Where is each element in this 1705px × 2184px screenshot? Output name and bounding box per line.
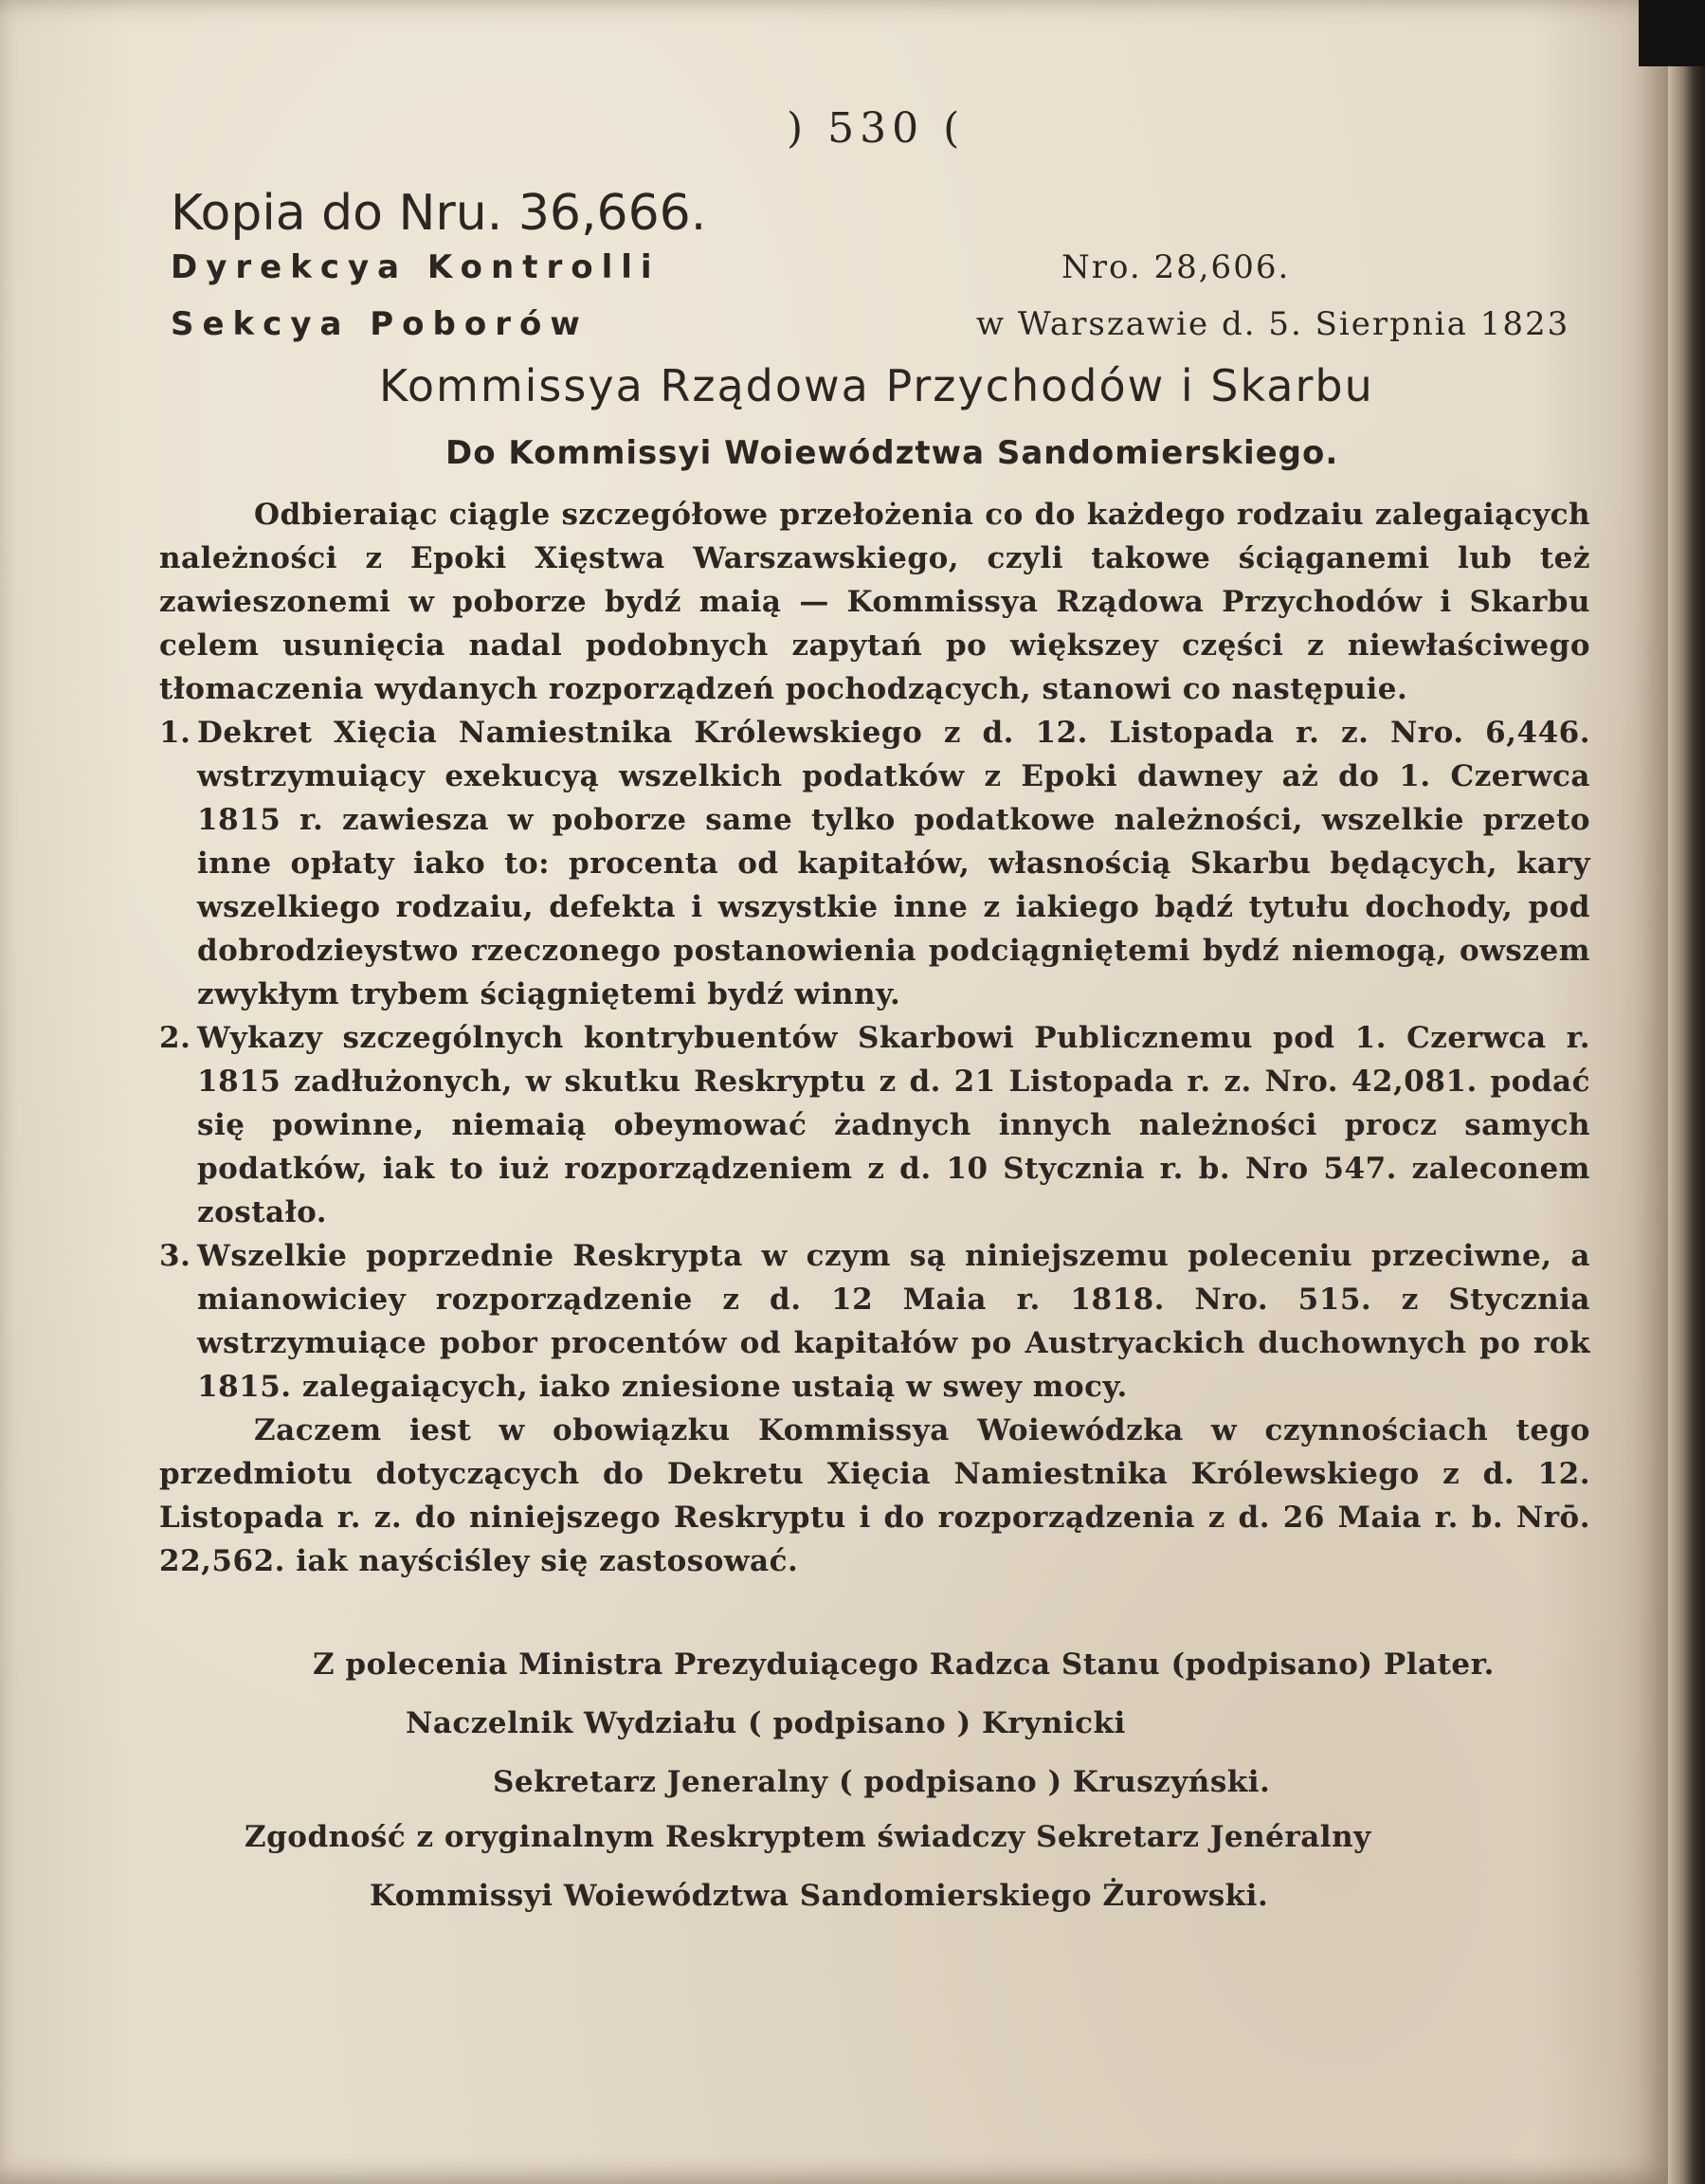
issuer-title: Kommissya Rządowa Przychodów i Skarbu [379,360,1374,411]
certification-line: Zgodność z oryginalnym Reskryptem świadczy Sekretarz Jenéralny [245,1820,1371,1854]
signature-secretary: Sekretarz Jeneralny ( podpisano ) Kruszyński. [493,1765,1271,1799]
document-body [159,493,1590,1583]
office-department: Dyrekcya Kontrolli [171,248,661,286]
list-item [159,1016,1590,1234]
item-text: Dekret Xięcia Namiestnika Królewskiego z d. 12. Listopada r. z. Nro. 6,446. wstrzymuiący exekucyą wszelkich podatków z Epoki dawney aż do 1. Czerwca 1815 r. zawiesza w poborze same tylko podatkowe należności, wszelkie przeto inne opłaty iako to: procenta od kapitałów, własnością Skarbu będących, kary wszelkiego rodzaiu, defekta i wszystkie inne z iakiego bądź tytułu dochody, pod dobrodzieystwo rzeczonego postanowienia podciągniętemi bydź niemogą, owszem zwykłym trybem ściągniętemi bydź winny. [197,716,1590,1011]
closing-paragraph: Zaczem iest w obowiązku Kommissya Woiewódzka w czynnościach tego przedmiotu dotyczących do Dekretu Xięcia Namiestnika Królewskiego z d. 12. Listopada r. z. do niniejszego Reskryptu i do rozporządzenia z d. 26 Maia r. b. Nrō. 22,562. iak nayściśley się zastosować. [159,1413,1590,1578]
addressee: Do Kommissyi Woiewództwa Sandomierskiego. [445,434,1339,472]
signature-minister: Z polecenia Ministra Prezyduiącego Radzca Stanu (podpisano) Plater. [313,1647,1495,1682]
item-number: 1. [159,716,191,750]
item-text: Wszelkie poprzednie Reskrypta w czym są niniejszemu poleceniu przeciwne, a mianowiciey rozporządzenie z d. 12 Maia r. 1818. Nro. 515. z Stycznia wstrzymuiące pobor procentów od kapitałów po Austryackich duchownych po rok 1815. zalegaiących, iako zniesione ustaią w swey mocy. [197,1239,1590,1404]
intro-paragraph: Odbieraiąc ciągle szczegółowe przełożenia co do każdego rodzaiu zalegaiących należności z Epoki Xięstwa Warszawskiego, czyli takowe ściąganemi lub też zawieszonemi w poborze bydź maią — Kommissya Rządowa Przychodów i Skarbu celem usunięcia nadal podobnych zapytań po większey części z niewłaściwego tłomaczenia wydanych rozporządzeń pochodzących, stanowi co następuie. [159,498,1590,706]
copy-reference: Kopia do Nru. 36,666. [171,185,707,242]
binding-corner [1639,0,1705,66]
list-item [159,711,1590,1016]
list-item [159,1234,1590,1409]
item-number: 3. [159,1239,191,1273]
office-section: Sekcya Poborów [171,305,589,343]
folio-number: ) 530 ( [787,104,966,153]
book-edge [1668,0,1705,2184]
item-number: 2. [159,1021,191,1055]
reference-number: Nro. 28,606. [1061,248,1291,286]
certification-signature: Kommissyi Woiewództwa Sandomierskiego Żurowski. [370,1879,1269,1913]
item-text: Wykazy szczególnych kontrybuentów Skarbowi Publicznemu pod 1. Czerwca r. 1815 zadłużonych, w skutku Reskryptu z d. 21 Listopada r. z. Nro. 42,081. podać się powinne, niemaią obeymować żadnych innych należności procz samych podatków, iak to iuż rozporządzeniem z d. 10 Stycznia r. b. Nro 547. zaleconem zostało. [197,1021,1590,1229]
place-date: w Warszawie d. 5. Sierpnia 1823 [976,305,1570,343]
signature-department-head: Naczelnik Wydziału ( podpisano ) Krynicki [406,1706,1126,1740]
